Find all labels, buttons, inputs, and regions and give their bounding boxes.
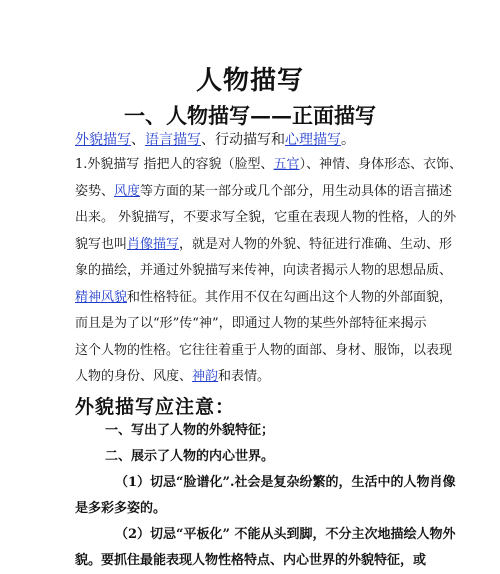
appearance-paragraph (75, 152, 463, 391)
paragraph-line: 这个人物的性格。它往往着重于人物的面部、身材、服饰，以表现 (75, 342, 453, 358)
end-punctuation: 。 (341, 132, 355, 148)
paragraph-line: 出来。 外貌描写，不要求写全貌，它重在表现人物的性格，人的外 (75, 210, 457, 225)
paragraph-line (75, 179, 453, 206)
paragraph-line: 而且是为了以“形”传“神”，即通过人物的某些外部特征来揭示 (75, 316, 427, 331)
note-item: （2）切忌“平板化” 不能从头到脚，不分主次地描绘人物外 (115, 527, 456, 542)
topic-links-line (75, 130, 355, 150)
link-portrait-description[interactable]: 肖像描写 (127, 236, 180, 252)
link-psychology-description[interactable]: 心理描写 (285, 132, 341, 148)
note-item-continuation: 貌。要抓住最能表现人物性格特点、内心世界的外貌特征，或 (75, 553, 427, 568)
paragraph-line (75, 364, 430, 391)
paragraph-line (75, 285, 453, 312)
paragraph-line (75, 232, 453, 259)
section-subtitle: 一、人物描写——正面描写 (124, 103, 376, 128)
page-title: 人物描写 (195, 66, 304, 96)
notes-heading: 外貌描写应注意： (75, 396, 236, 418)
text-span: 姿势、 (75, 183, 115, 199)
note-item: 一、写出了人物的外貌特征； (105, 423, 275, 438)
separator-text: 、 (131, 132, 145, 148)
text-span: ）、神情、身体形态、衣饰、 (299, 157, 463, 172)
link-facial-features[interactable]: 五官 (273, 157, 300, 172)
link-language-description[interactable]: 语言描写 (145, 132, 201, 148)
text-span: 貌写也叫 (75, 236, 128, 252)
text-span: 和表情。 (218, 369, 271, 384)
text-span: 等方面的某一部分或几个部分，用生动具体的语言描述 (140, 183, 453, 199)
link-appearance-description[interactable]: 外貌描写 (75, 132, 131, 148)
paragraph-line: 象的描绘，并通过外貌描写来传神，向读者揭示人物的思想品质、 (75, 263, 453, 278)
text-span: 1.外貌描写 指把人的容貌（脸型、 (75, 157, 274, 172)
separator-text: 、行动描写和 (201, 132, 285, 148)
note-item-continuation: 是多彩多姿的。 (75, 501, 167, 516)
text-span: 人物的身份、风度、 (75, 369, 193, 384)
note-item: （1）切忌“脸谱化”.社会是复杂纷繁的，生活中的人物肖像 (115, 475, 456, 490)
link-charm[interactable]: 神韵 (192, 369, 219, 384)
text-span: ，就是对人物的外貌、特征进行准确、生动、形 (179, 236, 453, 252)
link-spiritual-outlook[interactable]: 精神风貌 (75, 289, 128, 305)
paragraph-line (75, 152, 463, 179)
text-span: 和性格特征。其作用不仅在勾画出这个人物的外部面貌， (127, 289, 453, 305)
notes-list (75, 418, 465, 574)
link-demeanor[interactable]: 风度 (114, 183, 141, 199)
note-item: 二、展示了人物的内心世界。 (105, 449, 275, 464)
